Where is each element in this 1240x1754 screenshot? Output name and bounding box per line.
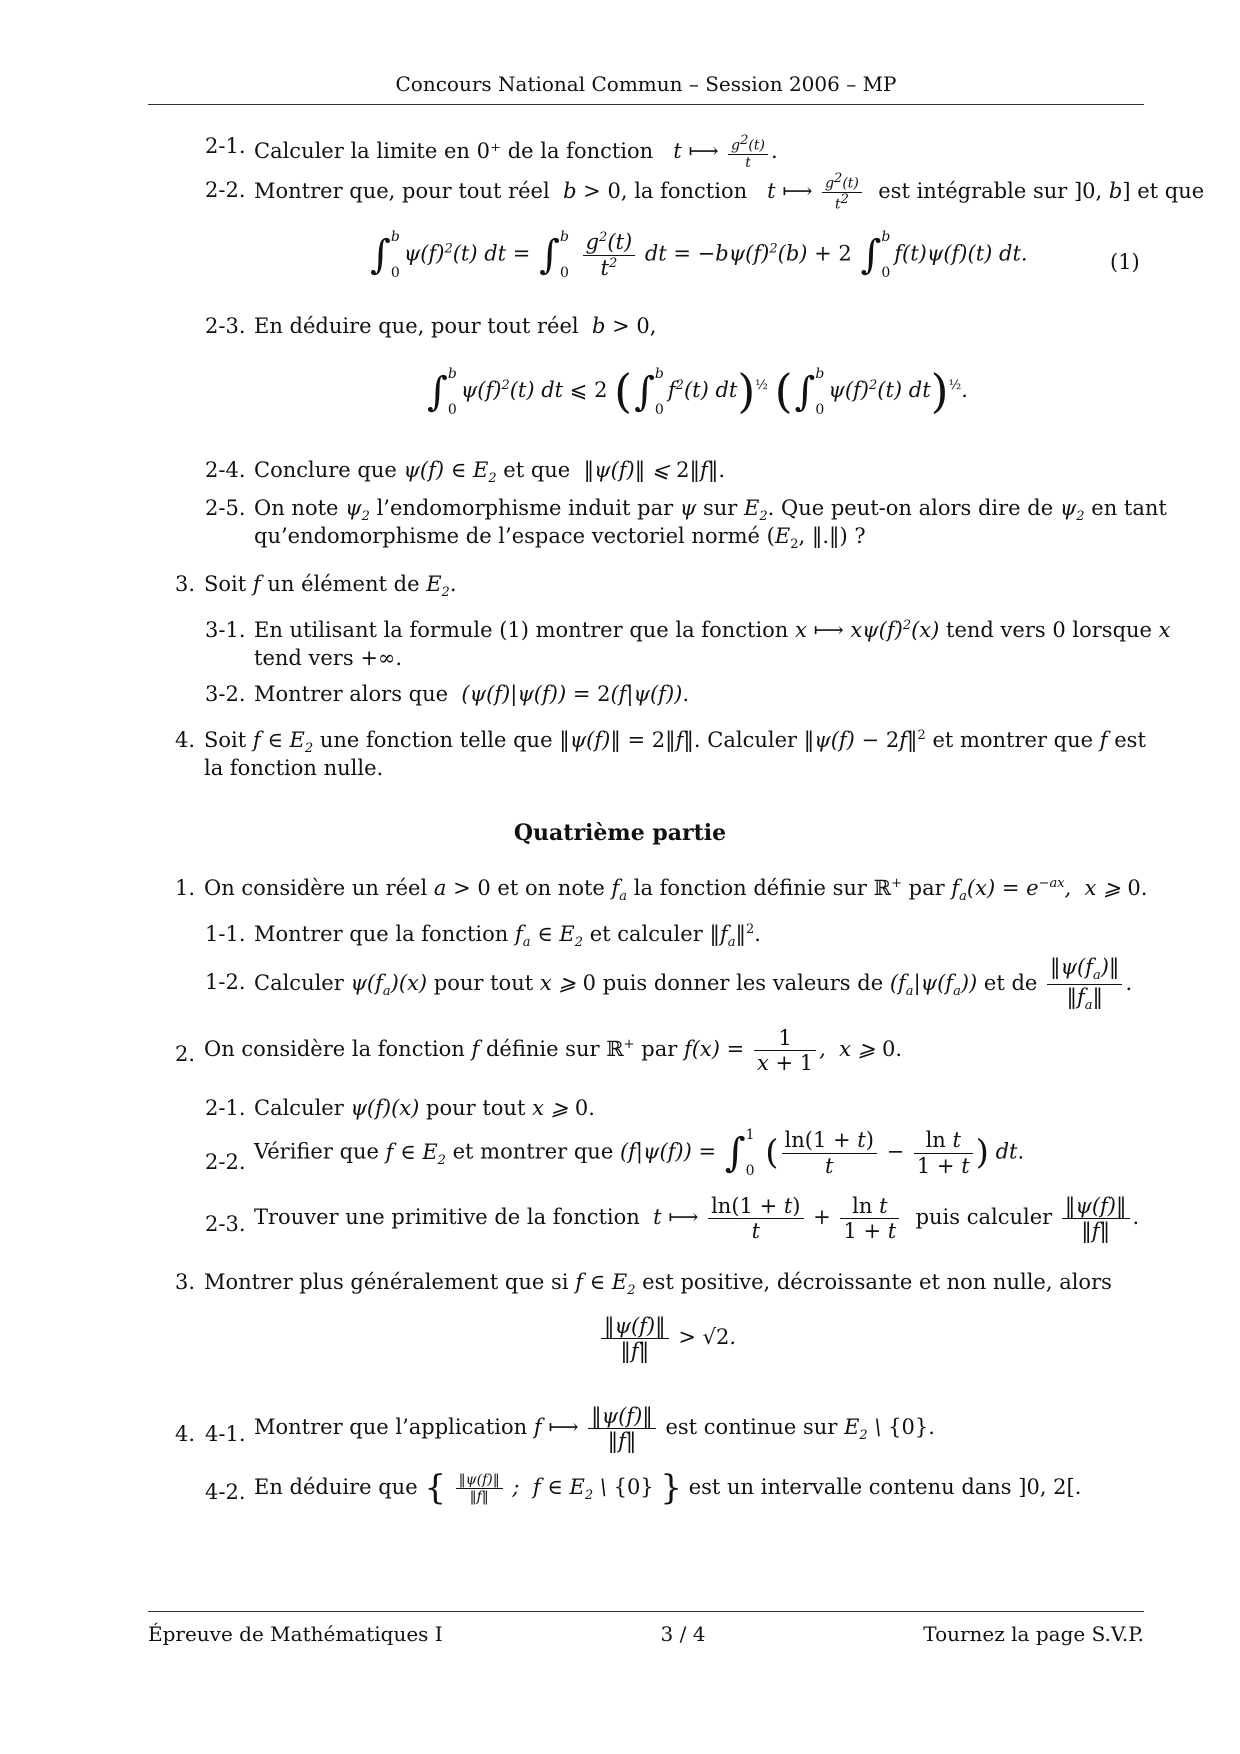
q-num: 2-5.	[205, 496, 246, 520]
question-2-1: Calculer la limite en 0⁺ de la fonction t ⟼ $\frac{g^2(t)}{t}$ .	[254, 133, 778, 171]
q-num: 2-3.	[205, 1212, 246, 1236]
page-header: Concours National Commun – Session 2006 – MP	[148, 72, 1144, 105]
question-2-3: En déduire que, pour tout réel b > 0,	[254, 314, 657, 338]
p4-question-2-2: Vérifier que f ∈ $E_2$ et montrer que (f|ψ(f)) = ∫ 1 0 ( $\frac{\ln(1 + t)}{t}$ − $\frac{\text{ln t}}{1 + t}$ ) dt.	[254, 1127, 1025, 1179]
q-num: 2-1.	[205, 1096, 246, 1120]
q-num: 2-2.	[205, 1150, 246, 1174]
q-num: 3-2.	[205, 682, 246, 706]
question-4-line2: la fonction nulle.	[204, 756, 384, 780]
inequality-2-3: ∫ b 0 $\psi(f)^2(t)$ dt ⩽ 2 (∫ b 0 $f^2(t)$ dt)$^{\frac{1}{2}}$ (∫ b 0 $\psi(f)^2(t)$ dt)$^{\frac{1}{2}}$.	[427, 364, 968, 418]
footer-left: Épreuve de Mathématiques I	[148, 1622, 443, 1646]
footer-right: Tournez la page S.V.P.	[923, 1622, 1144, 1646]
question-2-5-line1: On note $\psi_2$ l’endomorphisme induit par ψ sur $E_2$. Que peut-on alors dire de $\psi_2$ en tant	[254, 496, 1167, 525]
q-num: 4-2.	[205, 1480, 246, 1504]
question-3: Soit f un élément de $E_2$.	[204, 572, 457, 601]
p4-question-1: On considère un réel a > 0 et on note $f_a$ la fonction définie sur ℝ+ par $f_a(x) = e^{-ax}$, x ⩾ 0.	[204, 876, 1148, 905]
p4-question-1-1: Montrer que la fonction $f_a$ ∈ $E_2$ et calculer $‖f_a‖^2$.	[254, 922, 761, 951]
q-num: 2-4.	[205, 458, 246, 482]
q-num: 4-1.	[205, 1422, 246, 1446]
question-2-2: Montrer que, pour tout réel b > 0, la fonction t ⟼ $\frac{g^2(t)}{t^2}$ est intégrable sur ]0, b] et que	[254, 171, 1205, 213]
section-title: Quatrième partie	[513, 820, 727, 846]
p4-question-2: On considère la fonction f définie sur ℝ+ par f(x) = $\frac{1}{x + 1}$ , x ⩾ 0.	[204, 1026, 902, 1076]
q-num: 1.	[175, 876, 196, 900]
equation-number: (1)	[1110, 250, 1140, 274]
p4-question-4-1: Montrer que l’application f ⟼ $\frac{‖\psi(f)‖}{‖f‖}$ est continue sur $E_2$ \ {0}.	[254, 1404, 935, 1454]
p4-question-3: Montrer plus généralement que si f ∈ $E_2$ est positive, décroissante et non nulle, alors	[204, 1270, 1112, 1299]
page-footer	[148, 1611, 1144, 1646]
q-num: 4.	[175, 728, 196, 752]
q-num: 3.	[175, 572, 196, 596]
inequality-p4-3: $\frac{‖\psi(f)‖}{‖f‖}$ > √2.	[598, 1314, 736, 1363]
p4-question-2-3: Trouver une primitive de la fonction t ⟼ $\frac{\ln(1 + t)}{t}$ + $\frac{\text{ln t}}{1 + t}$ puis calculer $\frac{‖\psi(f)‖}{‖f‖}$ .	[254, 1194, 1140, 1244]
p4-question-2-1: Calculer ψ(f)(x) pour tout x ⩾ 0.	[254, 1096, 595, 1120]
question-3-1-line2: tend vers +∞.	[254, 646, 403, 670]
q-num: 4.	[175, 1422, 196, 1446]
p4-question-1-2: Calculer $\psi(f_a)(x)$ pour tout x ⩾ 0 puis donner les valeurs de $(f_a|\psi(f_a))$ et de $\frac{‖\psi(f_a)‖}{‖f_a‖}$ .	[254, 955, 1133, 1014]
q-num: 1-1.	[205, 922, 246, 946]
question-3-2: Montrer alors que (ψ(f)|ψ(f)) = 2(f|ψ(f)).	[254, 682, 690, 706]
q-num: 2-3.	[205, 314, 246, 338]
equation-1: ∫ b 0 $\psi(f)^2(t)$ dt = ∫ b 0 $\frac{g^2(t)}{t^2}$ dt = $-b\psi(f)^2(b) + 2$ ∫ b 0 f(t)ψ(f)(t) dt.	[370, 229, 1028, 281]
page-number: 3 / 4	[660, 1622, 706, 1646]
q-num: 3.	[175, 1270, 196, 1294]
question-3-1-line1: En utilisant la formule (1) montrer que la fonction x ⟼ $x\psi(f)^2(x)$ tend vers 0 lorsque x	[254, 618, 1171, 642]
q-num: 3-1.	[205, 618, 246, 642]
q-num: 1-2.	[205, 970, 246, 994]
q-num: 2-1.	[205, 134, 246, 158]
q-num: 2.	[175, 1042, 196, 1066]
question-4-line1: Soit f ∈ $E_2$ une fonction telle que ‖ψ(f)‖ = 2‖f‖. Calculer ‖ψ(f) − 2f‖$^2$ et montrer que f est	[204, 728, 1146, 757]
q-num: 2-2.	[205, 178, 246, 202]
question-2-5-line2: qu’endomorphisme de l’espace vectoriel normé ($E_2$, ‖.‖) ?	[254, 524, 866, 553]
p4-question-4-2: En déduire que { $\frac{‖\psi(f)‖}{‖f‖}$ ; f ∈ $E_2$ \ {0} } est un intervalle contenu dans ]0, 2[.	[254, 1468, 1082, 1508]
question-2-4: Conclure que ψ(f) ∈ $E_2$ et que ‖ψ(f)‖ ⩽ 2‖f‖.	[254, 458, 726, 487]
